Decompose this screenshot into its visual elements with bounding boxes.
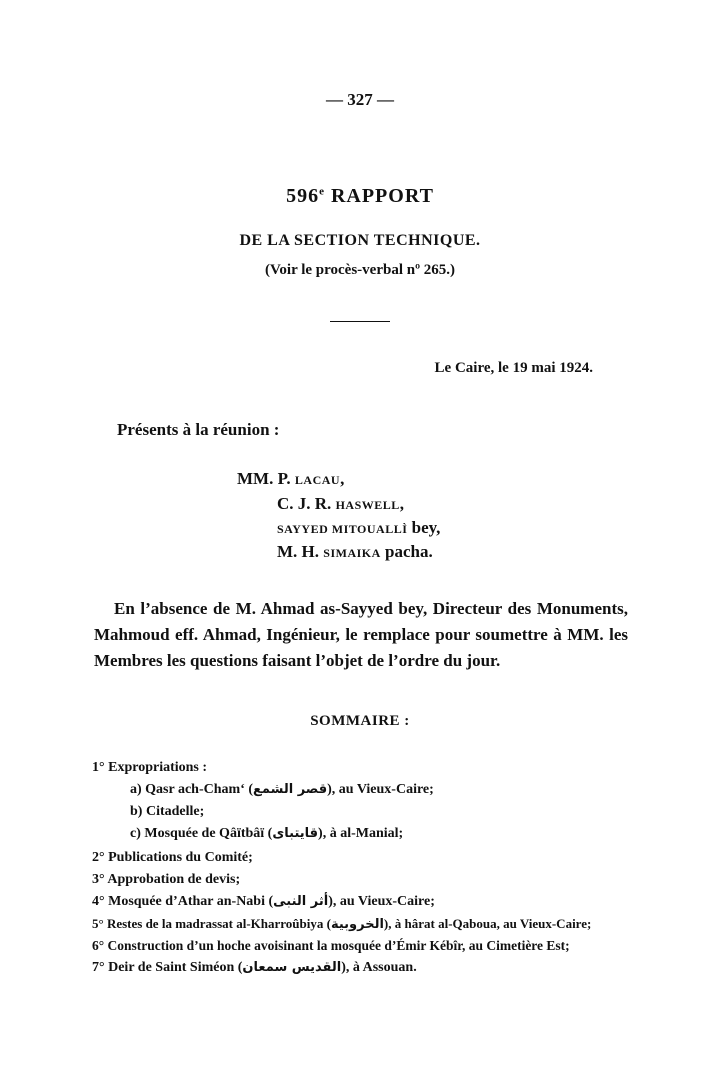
attendee-line xyxy=(277,518,440,538)
agenda-item xyxy=(92,938,570,954)
agenda-marker: 7° xyxy=(92,960,105,975)
divider-rule xyxy=(330,321,390,322)
agenda-subitem xyxy=(130,826,403,842)
agenda-marker: 2° xyxy=(92,850,105,865)
attendee-name: LACAU xyxy=(294,473,341,487)
agenda-text-after: ), au Vieux-Caire; xyxy=(327,782,434,797)
agenda-item xyxy=(92,894,435,910)
agenda-marker: b) xyxy=(130,804,143,819)
attendee-suffix: , xyxy=(340,469,345,488)
attendee-name: SIMAIKA xyxy=(323,546,381,560)
report-number-suffix: e xyxy=(319,185,325,198)
attendee-line xyxy=(277,542,433,562)
attendee-name: HASWELL xyxy=(335,498,400,512)
agenda-subitem xyxy=(130,804,204,820)
agenda-marker: 1° xyxy=(92,760,105,775)
report-subtitle: DE LA SECTION TECHNIQUE. xyxy=(239,232,481,249)
dateline: Le Caire, le 19 mai 1924. xyxy=(434,360,593,376)
agenda-text: Construction d’un hoche avoisinant la mosquée d’Émir Kébîr, au Cimetière Est; xyxy=(107,938,570,953)
attendee-suffix: pacha. xyxy=(380,542,433,561)
agenda-text: Citadelle; xyxy=(145,804,205,819)
agenda-text: Mosquée de Qâïtbâï ( xyxy=(144,826,273,841)
intro-paragraph xyxy=(94,596,628,674)
agenda-subitem xyxy=(130,782,434,798)
agenda-item xyxy=(92,872,240,888)
agenda-text-after: ), à al-Manial; xyxy=(318,826,404,841)
arabic-name: الخروبية xyxy=(330,917,384,932)
attendee-line xyxy=(277,494,404,514)
agenda-text-after: ), à Assouan. xyxy=(341,960,417,975)
agenda-text: Qasr ach-Cham‘ ( xyxy=(145,782,254,797)
summary-heading: SOMMAIRE : xyxy=(310,713,410,729)
agenda-text: Publications du Comité; xyxy=(108,850,253,865)
arabic-name: قايتباى xyxy=(272,826,319,841)
page-number: — 327 — xyxy=(326,90,394,109)
agenda-text-after: ), à hârat al-Qaboua, au Vieux-Caire; xyxy=(383,916,592,931)
agenda-text-after: ), au Vieux-Caire; xyxy=(328,894,435,909)
arabic-name: أثر النبى xyxy=(273,894,329,909)
arabic-name: القديس سمعان xyxy=(242,960,342,975)
proces-verbal-reference: (Voir le procès-verbal nº 265.) xyxy=(264,262,456,278)
agenda-item xyxy=(92,916,591,932)
intro-paragraph-text: En l’absence de M. Ahmad as-Sayyed bey, Directeur des Monuments, Mahmoud eff. Ahmad, Ingénieur, le remplace pour soumettre à MM. les Membres les questions faisant l’objet de l’ordre du jour. xyxy=(94,599,628,670)
attendee-name: SAYYED MITOUALLÌ xyxy=(277,522,408,536)
attendee-prefix: MM. P. xyxy=(237,469,295,488)
agenda-item xyxy=(92,960,417,976)
attendee-suffix: , xyxy=(399,494,404,513)
attendee-suffix: bey, xyxy=(407,518,441,537)
agenda-item xyxy=(92,850,253,866)
agenda-marker: 5° xyxy=(92,916,104,931)
agenda-marker: a) xyxy=(130,782,142,797)
report-number: 596 xyxy=(286,185,320,207)
agenda-text: Approbation de devis; xyxy=(107,872,241,887)
agenda-text: Restes de la madrassat al-Kharroûbiya ( xyxy=(106,916,331,931)
agenda-marker: 6° xyxy=(92,938,105,953)
agenda-text: Deir de Saint Siméon ( xyxy=(108,960,243,975)
report-word: RAPPORT xyxy=(324,185,434,207)
arabic-name: قصر الشمع xyxy=(253,782,328,797)
attendee-prefix: C. J. R. xyxy=(277,494,336,513)
agenda-marker: 4° xyxy=(92,894,105,909)
attendee-line xyxy=(237,469,344,489)
attendees-label: Présents à la réunion : xyxy=(117,420,280,439)
agenda-text: Mosquée d’Athar an-Nabi ( xyxy=(108,894,274,909)
agenda-marker: 3° xyxy=(92,872,105,887)
agenda-marker: c) xyxy=(130,826,141,841)
agenda-item xyxy=(92,760,207,776)
attendee-prefix: M. H. xyxy=(277,542,324,561)
agenda-text: Expropriations : xyxy=(108,760,208,775)
report-title xyxy=(0,185,720,208)
